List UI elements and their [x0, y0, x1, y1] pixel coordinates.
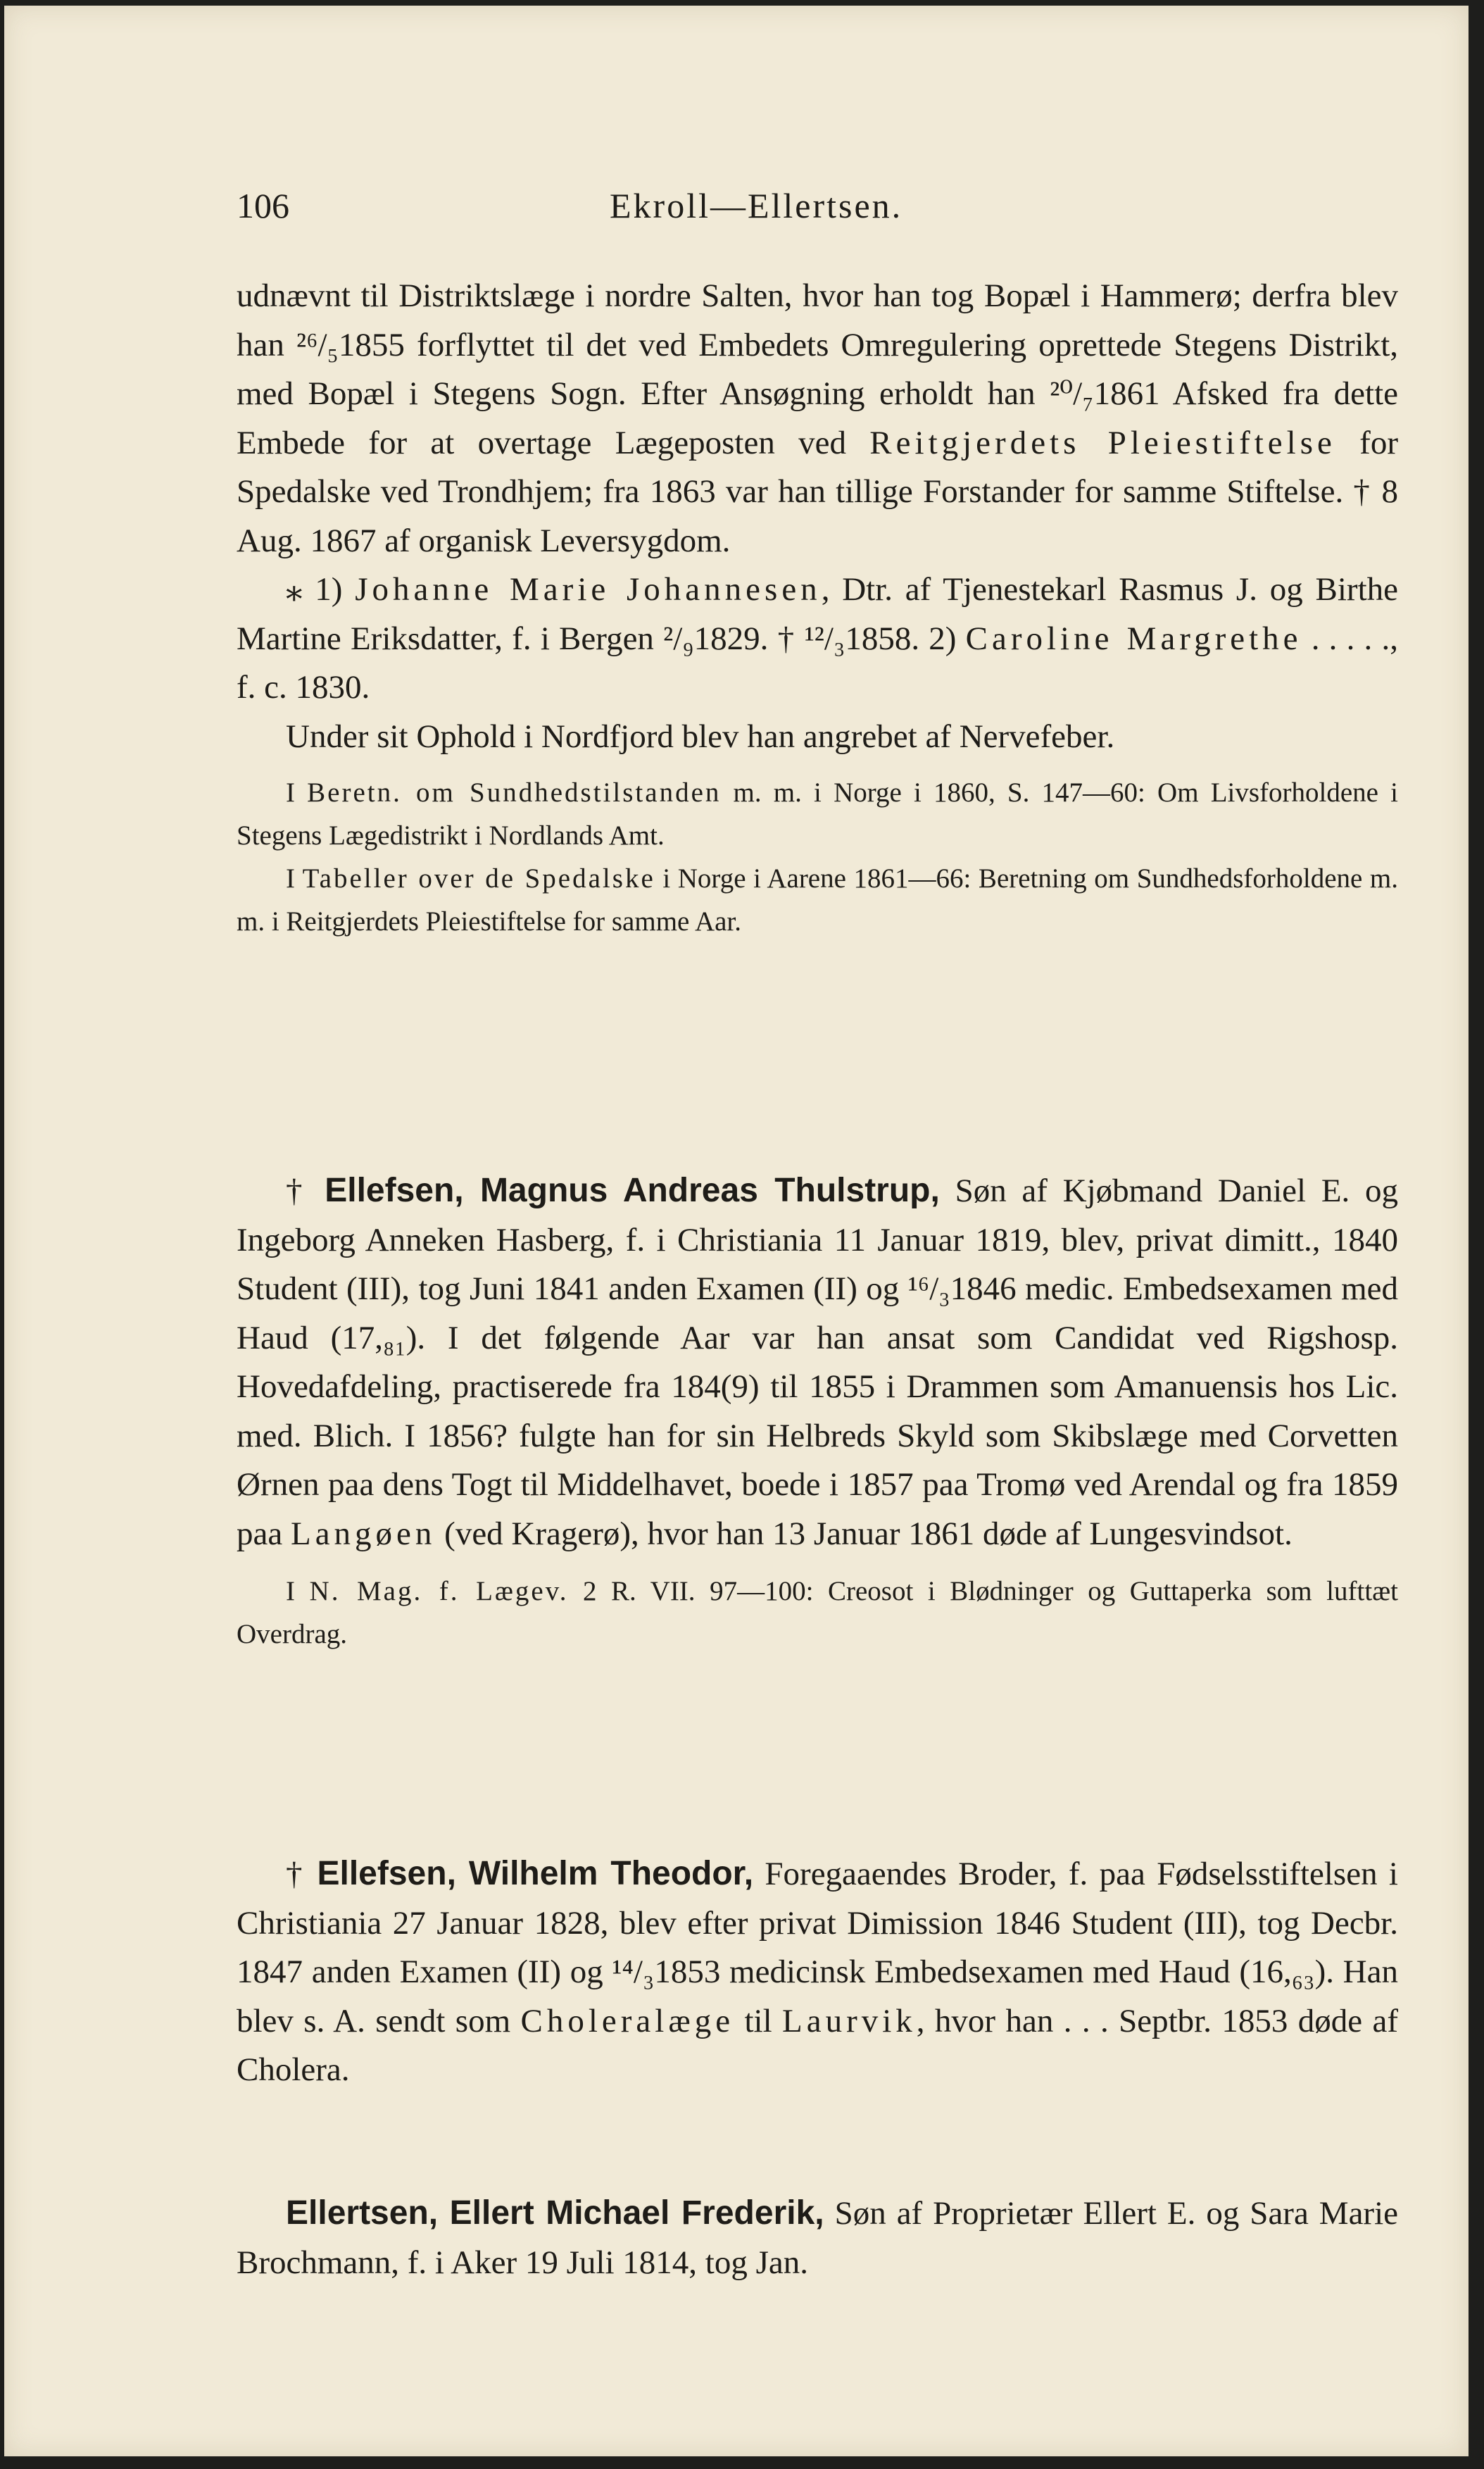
page-number: 106 — [237, 186, 289, 225]
entry-heading: Ellefsen, Magnus Andreas Thulstrup, — [325, 1172, 940, 1209]
reference-note: I N. Mag. f. Lægev. 2 R. VII. 97—100: Creosot i Blødninger og Guttaperka som lufttæt Overdrag. — [237, 1576, 1398, 1649]
institution-name: Reitgjerdets Pleiestiftelse — [869, 424, 1336, 461]
dagger-mark: † — [286, 1856, 317, 1892]
entry-paragraph: † Ellefsen, Magnus Andreas Thulstrup, Søn af Kjøbmand Daniel E. og Ingeborg Anneken Hasberg, f. i Christiania 11 Januar 1819, blev, privat dimitt., 1840 Student (III), tog Juni 1841 anden Examen (II) og ¹⁶/₃1846 medic. Embedsexamen med Haud (17,₈₁). I det følgende Aar var han ansat som Candidat ved Rigshosp. Hovedafdeling, practiserede fra 184(9) til 1855 i Drammen som Amanuensis hos Lic. med. Blich. I 1856? fulgte han for sin Helbreds Skyld som Skibslæge med Corvetten Ørnen paa dens Togt til Middelhavet, boede i 1857 paa Tromø ved Arendal og fra 1859 paa Langøen (ved Kragerø), hvor han 13 Januar 1861 døde af Lungesvindsot. — [237, 1172, 1399, 1552]
spouse-name: Caroline Margrethe — [965, 620, 1302, 657]
spouse-name: Johanne Marie Johannesen — [355, 571, 822, 608]
entry-paragraph: † Ellefsen, Wilhelm Theodor, Foregaaendes Broder, f. paa Fødselsstiftelsen i Christiania 27 Januar 1828, blev efter privat Dimission 1846 Student (III), tog Decbr. 1847 anden Examen (II) og ¹⁴/₃1853 medicinsk Embedsexamen med Haud (16,₆₃). Han blev s. A. sendt som Choleralæge til Laurvik, hvor han . . . Septbr. 1853 døde af Cholera. — [237, 1855, 1398, 2088]
place-name: Laurvik — [782, 2002, 917, 2039]
dagger-mark: † — [286, 1173, 325, 1209]
entry-paragraph: udnævnt til Distriktslæge i nordre Salten, hvor han tog Bopæl i Hammerø; derfra blev han ²⁶/₅1855 forflyttet til det ved Embedets Omregulering oprettede Stegens Distrikt, med Bopæl i Stegens Sogn. Efter Ansøgning erholdt han ²⁰/₇1861 Afsked fra dette Embede for at overtage Lægeposten ved Reitgjerdets Pleiestiftelse for Spedalske ved Trondhjem; fra 1863 var han tillige Forstander for samme Stiftelse. † 8 Aug. 1867 af organisk Leversygdom. — [237, 277, 1398, 559]
entry-ellefsen-wilhelm — [237, 1849, 1398, 2095]
running-head: Ekroll—Ellertsen. — [610, 186, 903, 225]
entry-ekroll — [237, 272, 1398, 943]
role-name: Choleralæge — [520, 2002, 735, 2039]
place-name: Langøen — [290, 1515, 436, 1552]
page-header — [237, 185, 1398, 235]
entry-heading: Ellefsen, Wilhelm Theodor, — [317, 1855, 754, 1892]
entry-ellefsen-magnus — [237, 1166, 1398, 1656]
entry-paragraph: Under sit Ophold i Nordfjord blev han angrebet af Nervefeber. — [286, 718, 1115, 755]
reference-note: I Tabeller over de Spedalske i Norge i Aarene 1861—66: Beretning om Sundhedsforholdene m. m. i Reitgjerdets Pleiestiftelse for samme Aar. — [237, 863, 1398, 937]
entry-paragraph: Ellertsen, Ellert Michael Frederik, Søn af Proprietær Ellert E. og Sara Marie Brochmann, f. i Aker 19 Juli 1814, tog Jan. — [237, 2194, 1399, 2281]
entry-ellertsen-ellert — [237, 2189, 1398, 2287]
entry-heading: Ellertsen, Ellert Michael Frederik, — [286, 2194, 824, 2232]
reference-note: I Beretn. om Sundhedstilstanden m. m. i Norge i 1860, S. 147—60: Om Livsforholdene i Stegens Lægedistrikt i Nordlands Amt. — [237, 777, 1398, 851]
entry-paragraph: ⁎ 1) Johanne Marie Johannesen, Dtr. af Tjenestekarl Rasmus J. og Birthe Martine Eriksdatter, f. i Bergen ²/₉1829. † ¹²/₃1858. 2) Caroline Margrethe . . . . ., f. c. 1830. — [237, 571, 1399, 706]
book-page — [4, 6, 1469, 2456]
